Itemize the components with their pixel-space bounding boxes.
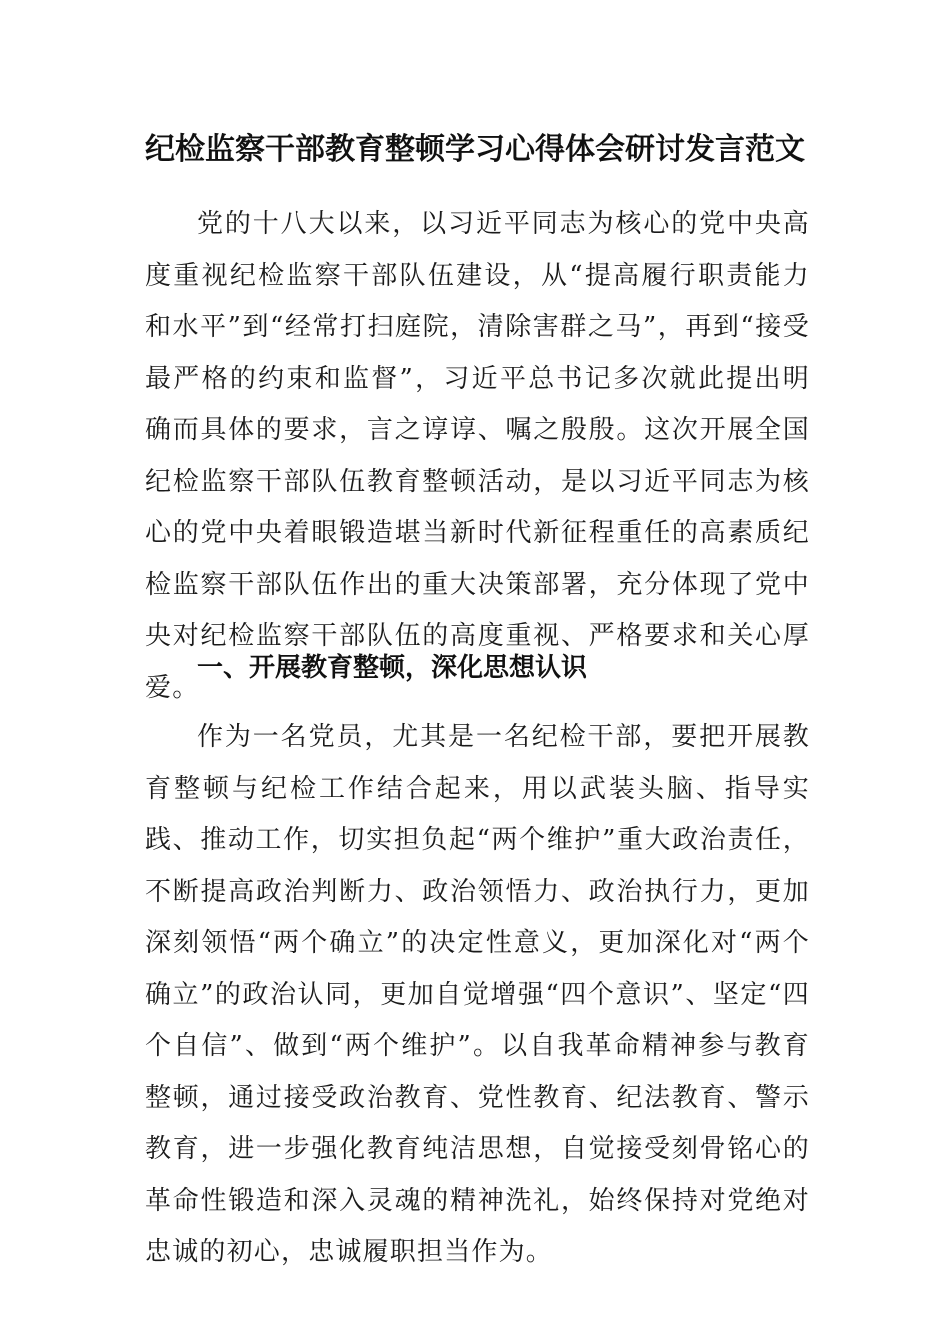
intro-paragraph: 党的十八大以来，以习近平同志为核心的党中央高度重视纪检监察干部队伍建设，从“提高履行职责能力和水平”到“经常打扫庭院，清除害群之马”，再到“接受最严格的约束和监督”，习近平总书记多次就此提出明确而具体的要求，言之谆谆、嘱之殷殷。这次开展全国纪检监察干部队伍教育整顿活动，是以习近平同志为核心的党中央着眼锻造堪当新时代新征程重任的高素质纪检监察干部队伍作出的重大决策部署，充分体现了党中央对纪检监察干部队伍的高度重视、严格要求和关心厚爱。 bbox=[145, 209, 810, 703]
document-title: 纪检监察干部教育整顿学习心得体会研讨发言范文 bbox=[145, 132, 805, 167]
section-1-paragraph: 作为一名党员，尤其是一名纪检干部，要把开展教育整顿与纪检工作结合起来，用以武装头脑、指导实践、推动工作，切实担负起“两个维护”重大政治责任，不断提高政治判断力、政治领悟力、政治执行力，更加深刻领悟“两个确立”的决定性意义，更加深化对“两个确立”的政治认同，更加自觉增强“四个意识”、坚定“四个自信”、做到“两个维护”。以自我革命精神参与教育整顿，通过接受政治教育、党性教育、纪法教育、警示教育，进一步强化教育纯洁思想，自觉接受刻骨铭心的革命性锻造和深入灵魂的精神洗礼，始终保持对党绝对忠诚的初心，忠诚履职担当作为。 bbox=[145, 722, 810, 1267]
section-heading-1: 一、开展教育整顿，深化思想认识 bbox=[197, 653, 588, 683]
